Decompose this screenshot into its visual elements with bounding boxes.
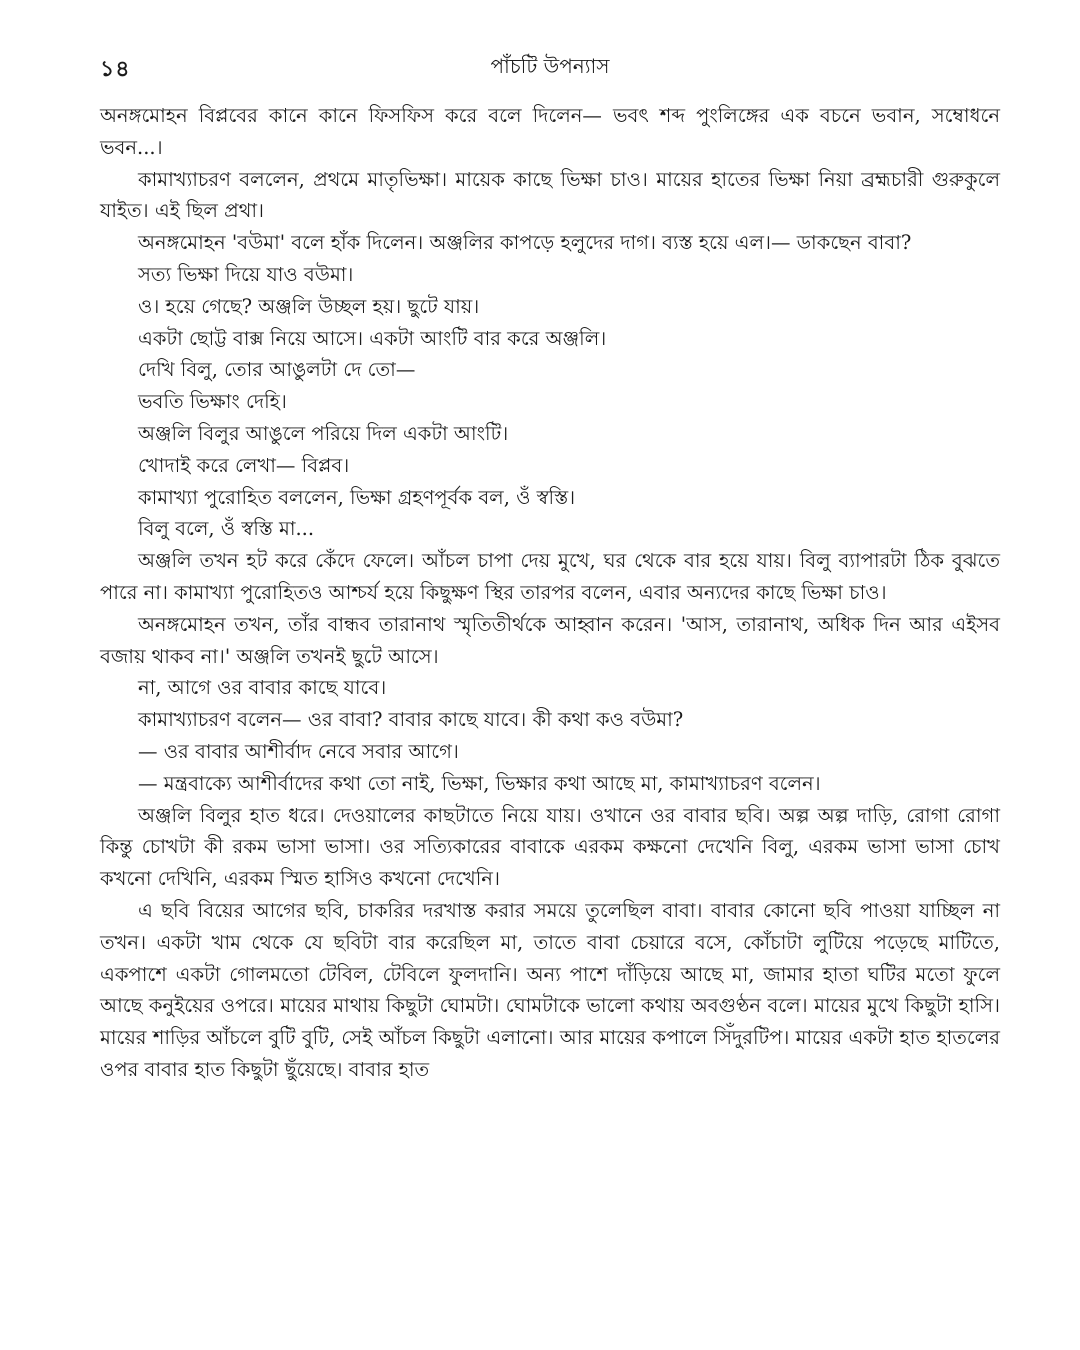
- paragraph: একটা ছোট্ট বাক্স নিয়ে আসে। একটা আংটি বার করে অঞ্জলি।: [138, 326, 607, 350]
- paragraph: কামাখ্যা পুরোহিত বললেন, ভিক্ষা গ্রহণপূর্বক বল, ওঁ স্বস্তি।: [138, 485, 576, 509]
- body-text: [100, 100, 1000, 1086]
- running-title: পাঁচটি উপন্যাস: [490, 54, 610, 78]
- paragraph: অঞ্জলি বিলুর আঙুলে পরিয়ে দিল একটা আংটি।: [138, 421, 509, 445]
- paragraph: এ ছবি বিয়ের আগের ছবি, চাকরির দরখাস্ত করার সময়ে তুলেছিল বাবা। বাবার কোনো ছবি পাওয়া যাচ্ছিল না তখন। একটা খাম থেকে যে ছবিটা বার করেছিল মা, তাতে বাবা চেয়ারে বসে, কোঁচাটা লুটিয়ে পড়েছে মাটিতে, একপাশে একটা গোলমতো টেবিল, টেবিলে ফুলদানি। অন্য পাশে দাঁড়িয়ে আছে মা, জামার হাতা ঘটির মতো ফুলে আছে কনুইয়ের ওপরে। মায়ের মাথায় কিছুটা ঘোমটা। ঘোমটাকে ভালো কথায় অবগুণ্ঠন বলে। মায়ের মুখে কিছুটা হাসি। মায়ের শাড়ির আঁচলে বুটি বুটি, সেই আঁচল কিছুটা এলানো। আর মায়ের কপালে সিঁদুরটিপ। মায়ের একটা হাত হাতলের ওপর বাবার হাত কিছুটা ছুঁয়েছে। বাবার হাত: [100, 898, 1000, 1081]
- paragraph: — মন্ত্রবাক্যে আশীর্বাদের কথা তো নাই, ভিক্ষা, ভিক্ষার কথা আছে মা, কামাখ্যাচরণ বলেন।: [138, 771, 821, 795]
- paragraph: দেখি বিলু, তোর আঙুলটা দে তো—: [138, 358, 416, 382]
- paragraph: অঞ্জলি বিলুর হাত ধরে। দেওয়ালের কাছটাতে নিয়ে যায়। ওখানে ওর বাবার ছবি। অল্প অল্প দাড়ি, রোগা রোগা কিন্তু চোখটা কী রকম ভাসা ভাসা। ওর সত্যিকারের বাবাকে এরকম কক্ষনো দেখেনি বিলু, এরকম ভাসা ভাসা চোখ কখনো দেখিনি, এরকম স্মিত হাসিও কখনো দেখেনি।: [100, 803, 1000, 891]
- paragraph: — ওর বাবার আশীর্বাদ নেবে সবার আগে।: [138, 739, 459, 763]
- page-header: [100, 52, 1000, 82]
- paragraph: সত্য ভিক্ষা দিয়ে যাও বউমা।: [138, 262, 354, 286]
- paragraph: কামাখ্যাচরণ বললেন, প্রথমে মাতৃভিক্ষা। মায়েক কাছে ভিক্ষা চাও। মায়ের হাতের ভিক্ষা নিয়া ব্রহ্মচারী গুরুকুলে যাইত। এই ছিল প্রথা।: [100, 167, 1000, 223]
- paragraph: অঞ্জলি তখন হট করে কেঁদে ফেলে। আঁচল চাপা দেয় মুখে, ঘর থেকে বার হয়ে যায়। বিলু ব্যাপারটা ঠিক বুঝতে পারে না। কামাখ্যা পুরোহিতও আশ্চর্য হয়ে কিছুক্ষণ স্থির তারপর বলেন, এবার অন্যদের কাছে ভিক্ষা চাও।: [100, 549, 1000, 604]
- paragraph: কামাখ্যাচরণ বলেন— ওর বাবা? বাবার কাছে যাবে। কী কথা কও বউমা?: [138, 708, 684, 732]
- paragraph: অনঙ্গমোহন বিপ্লবের কানে কানে ফিসফিস করে বলে দিলেন— ভবৎ শব্দ পুংলিঙ্গের এক বচনে ভবান, সম্বোধনে ভবন...।: [100, 104, 1000, 159]
- paragraph: ভবতি ভিক্ষাং দেহি।: [138, 390, 287, 414]
- paragraph: না, আগে ওর বাবার কাছে যাবে।: [138, 676, 387, 700]
- paragraph: খোদাই করে লেখা— বিপ্লব।: [138, 453, 350, 477]
- paragraph: অনঙ্গমোহন 'বউমা' বলে হাঁক দিলেন। অঞ্জলির কাপড়ে হলুদের দাগ। ব্যস্ত হয়ে এল।— ডাকছেন বাবা?: [138, 231, 912, 255]
- page-number: ১৪: [100, 56, 131, 82]
- paragraph: অনঙ্গমোহন তখন, তাঁর বান্ধব তারানাথ স্মৃতিতীর্থকে আহ্বান করেন। 'আস, তারানাথ, অধিক দিন আর এইসব বজায় থাকব না।' অঞ্জলি তখনই ছুটে আসে।: [100, 612, 1000, 668]
- paragraph: ও। হয়ে গেছে? অঞ্জলি উচ্ছল হয়। ছুটে যায়।: [138, 294, 480, 318]
- paragraph: বিলু বলে, ওঁ স্বস্তি মা...: [138, 517, 315, 541]
